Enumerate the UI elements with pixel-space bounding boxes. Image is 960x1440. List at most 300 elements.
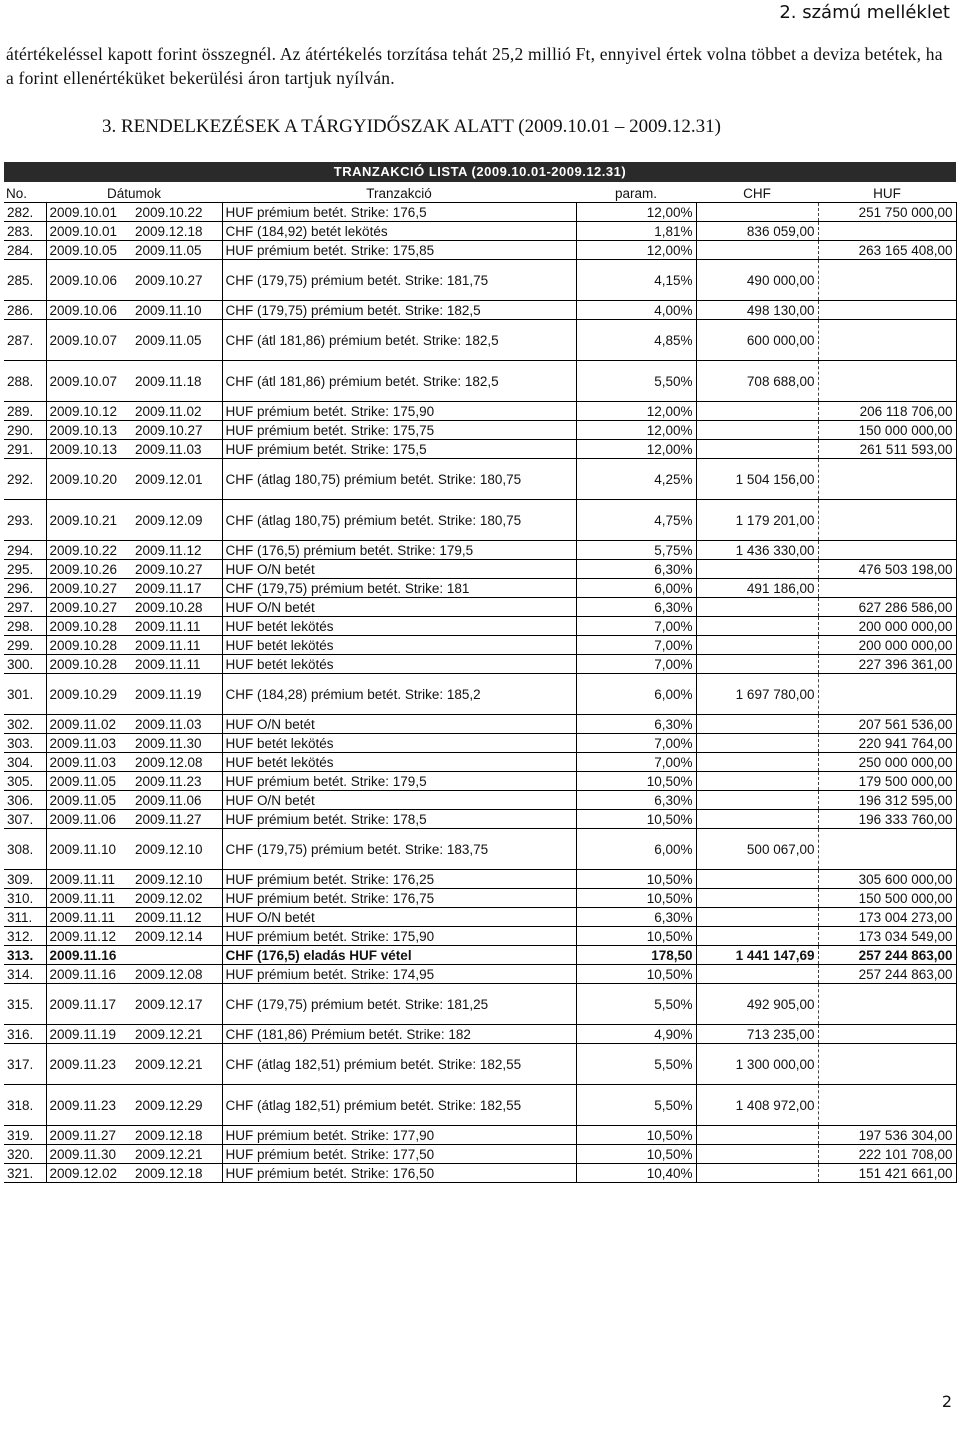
start-date: 2009.11.06 bbox=[46, 810, 132, 829]
table-row bbox=[4, 1126, 956, 1145]
chf-amount: 491 186,00 bbox=[696, 579, 818, 598]
start-date: 2009.11.17 bbox=[46, 984, 132, 1025]
start-date: 2009.10.01 bbox=[46, 222, 132, 241]
start-date: 2009.10.28 bbox=[46, 636, 132, 655]
chf-amount bbox=[696, 203, 818, 222]
row-number: 285. bbox=[4, 260, 46, 301]
transaction-description: HUF O/N betét bbox=[222, 715, 576, 734]
end-date: 2009.10.27 bbox=[132, 421, 222, 440]
table-row bbox=[4, 889, 956, 908]
end-date: 2009.12.10 bbox=[132, 829, 222, 870]
chf-amount: 1 436 330,00 bbox=[696, 541, 818, 560]
row-number: 309. bbox=[4, 870, 46, 889]
param-value: 12,00% bbox=[576, 402, 696, 421]
transaction-description: CHF (181,86) Prémium betét. Strike: 182 bbox=[222, 1025, 576, 1044]
start-date: 2009.11.19 bbox=[46, 1025, 132, 1044]
start-date: 2009.11.11 bbox=[46, 908, 132, 927]
param-value: 10,50% bbox=[576, 1145, 696, 1164]
transaction-description: HUF prémium betét. Strike: 175,5 bbox=[222, 440, 576, 459]
start-date: 2009.10.21 bbox=[46, 500, 132, 541]
table-row bbox=[4, 1085, 956, 1126]
start-date: 2009.10.06 bbox=[46, 301, 132, 320]
huf-amount bbox=[818, 829, 956, 870]
transaction-description: HUF prémium betét. Strike: 175,90 bbox=[222, 927, 576, 946]
huf-amount: 227 396 361,00 bbox=[818, 655, 956, 674]
param-value: 12,00% bbox=[576, 421, 696, 440]
transaction-description: HUF prémium betét. Strike: 177,50 bbox=[222, 1145, 576, 1164]
table-row bbox=[4, 402, 956, 421]
huf-amount: 150 000 000,00 bbox=[818, 421, 956, 440]
table-row bbox=[4, 203, 956, 222]
huf-amount: 251 750 000,00 bbox=[818, 203, 956, 222]
row-number: 297. bbox=[4, 598, 46, 617]
chf-amount bbox=[696, 965, 818, 984]
row-number: 320. bbox=[4, 1145, 46, 1164]
end-date: 2009.11.10 bbox=[132, 301, 222, 320]
transaction-description: CHF (176,5) eladás HUF vétel bbox=[222, 946, 576, 965]
table-row bbox=[4, 1044, 956, 1085]
transaction-description: HUF prémium betét. Strike: 175,90 bbox=[222, 402, 576, 421]
transaction-description: CHF (184,92) betét lekötés bbox=[222, 222, 576, 241]
huf-amount bbox=[818, 984, 956, 1025]
transaction-description: CHF (176,5) prémium betét. Strike: 179,5 bbox=[222, 541, 576, 560]
huf-amount: 257 244 863,00 bbox=[818, 946, 956, 965]
huf-amount bbox=[818, 301, 956, 320]
transaction-description: CHF (184,28) prémium betét. Strike: 185,2 bbox=[222, 674, 576, 715]
row-number: 291. bbox=[4, 440, 46, 459]
table-row bbox=[4, 829, 956, 870]
end-date: 2009.12.14 bbox=[132, 927, 222, 946]
annex-label: 2. számú melléklet bbox=[779, 2, 950, 23]
transaction-description: CHF (179,75) prémium betét. Strike: 182,5 bbox=[222, 301, 576, 320]
transaction-description: HUF prémium betét. Strike: 178,5 bbox=[222, 810, 576, 829]
transaction-description: CHF (átl 181,86) prémium betét. Strike: 182,5 bbox=[222, 361, 576, 402]
chf-amount bbox=[696, 927, 818, 946]
end-date: 2009.11.17 bbox=[132, 579, 222, 598]
start-date: 2009.10.22 bbox=[46, 541, 132, 560]
end-date: 2009.11.11 bbox=[132, 636, 222, 655]
chf-amount: 500 067,00 bbox=[696, 829, 818, 870]
chf-amount bbox=[696, 636, 818, 655]
row-number: 299. bbox=[4, 636, 46, 655]
header-param: param. bbox=[576, 184, 696, 203]
end-date: 2009.11.18 bbox=[132, 361, 222, 402]
transaction-description: HUF O/N betét bbox=[222, 560, 576, 579]
start-date: 2009.10.01 bbox=[46, 203, 132, 222]
huf-amount: 200 000 000,00 bbox=[818, 617, 956, 636]
start-date: 2009.11.03 bbox=[46, 734, 132, 753]
chf-amount bbox=[696, 772, 818, 791]
huf-amount: 261 511 593,00 bbox=[818, 440, 956, 459]
row-number: 306. bbox=[4, 791, 46, 810]
end-date: 2009.12.17 bbox=[132, 984, 222, 1025]
row-number: 314. bbox=[4, 965, 46, 984]
table-row bbox=[4, 1164, 956, 1183]
transaction-description: HUF prémium betét. Strike: 179,5 bbox=[222, 772, 576, 791]
row-number: 289. bbox=[4, 402, 46, 421]
row-number: 298. bbox=[4, 617, 46, 636]
param-value: 5,50% bbox=[576, 984, 696, 1025]
start-date: 2009.10.07 bbox=[46, 361, 132, 402]
start-date: 2009.11.23 bbox=[46, 1044, 132, 1085]
end-date: 2009.11.03 bbox=[132, 440, 222, 459]
start-date: 2009.11.30 bbox=[46, 1145, 132, 1164]
row-number: 293. bbox=[4, 500, 46, 541]
chf-amount: 1 697 780,00 bbox=[696, 674, 818, 715]
end-date bbox=[132, 946, 222, 965]
row-number: 308. bbox=[4, 829, 46, 870]
huf-amount: 263 165 408,00 bbox=[818, 241, 956, 260]
table-row bbox=[4, 579, 956, 598]
table-row bbox=[4, 965, 956, 984]
param-value: 10,50% bbox=[576, 772, 696, 791]
table-row bbox=[4, 320, 956, 361]
param-value: 12,00% bbox=[576, 203, 696, 222]
transaction-description: HUF O/N betét bbox=[222, 598, 576, 617]
end-date: 2009.11.06 bbox=[132, 791, 222, 810]
chf-amount bbox=[696, 560, 818, 579]
end-date: 2009.11.30 bbox=[132, 734, 222, 753]
huf-amount: 206 118 706,00 bbox=[818, 402, 956, 421]
chf-amount: 490 000,00 bbox=[696, 260, 818, 301]
table-row bbox=[4, 772, 956, 791]
start-date: 2009.10.27 bbox=[46, 598, 132, 617]
chf-amount: 708 688,00 bbox=[696, 361, 818, 402]
end-date: 2009.12.21 bbox=[132, 1025, 222, 1044]
huf-amount: 200 000 000,00 bbox=[818, 636, 956, 655]
chf-amount bbox=[696, 617, 818, 636]
table-row bbox=[4, 810, 956, 829]
param-value: 6,00% bbox=[576, 579, 696, 598]
param-value: 6,30% bbox=[576, 908, 696, 927]
row-number: 319. bbox=[4, 1126, 46, 1145]
table-row bbox=[4, 791, 956, 810]
huf-amount: 151 421 661,00 bbox=[818, 1164, 956, 1183]
chf-amount: 600 000,00 bbox=[696, 320, 818, 361]
row-number: 310. bbox=[4, 889, 46, 908]
param-value: 6,30% bbox=[576, 560, 696, 579]
start-date: 2009.10.06 bbox=[46, 260, 132, 301]
table-row bbox=[4, 753, 956, 772]
end-date: 2009.11.02 bbox=[132, 402, 222, 421]
table-row bbox=[4, 1145, 956, 1164]
param-value: 4,90% bbox=[576, 1025, 696, 1044]
param-value: 5,50% bbox=[576, 1044, 696, 1085]
start-date: 2009.10.29 bbox=[46, 674, 132, 715]
chf-amount: 1 504 156,00 bbox=[696, 459, 818, 500]
start-date: 2009.11.16 bbox=[46, 946, 132, 965]
transaction-description: HUF O/N betét bbox=[222, 908, 576, 927]
table-row bbox=[4, 1025, 956, 1044]
end-date: 2009.12.01 bbox=[132, 459, 222, 500]
huf-amount: 305 600 000,00 bbox=[818, 870, 956, 889]
param-value: 10,50% bbox=[576, 1126, 696, 1145]
chf-amount: 713 235,00 bbox=[696, 1025, 818, 1044]
start-date: 2009.12.02 bbox=[46, 1164, 132, 1183]
chf-amount bbox=[696, 241, 818, 260]
chf-amount bbox=[696, 810, 818, 829]
row-number: 316. bbox=[4, 1025, 46, 1044]
row-number: 290. bbox=[4, 421, 46, 440]
row-number: 292. bbox=[4, 459, 46, 500]
transaction-description: CHF (179,75) prémium betét. Strike: 181,75 bbox=[222, 260, 576, 301]
start-date: 2009.11.16 bbox=[46, 965, 132, 984]
row-number: 284. bbox=[4, 241, 46, 260]
row-number: 313. bbox=[4, 946, 46, 965]
end-date: 2009.11.11 bbox=[132, 655, 222, 674]
transaction-description: HUF betét lekötés bbox=[222, 753, 576, 772]
start-date: 2009.10.28 bbox=[46, 617, 132, 636]
chf-amount: 1 408 972,00 bbox=[696, 1085, 818, 1126]
end-date: 2009.11.12 bbox=[132, 908, 222, 927]
param-value: 10,50% bbox=[576, 810, 696, 829]
row-number: 318. bbox=[4, 1085, 46, 1126]
huf-amount bbox=[818, 459, 956, 500]
row-number: 315. bbox=[4, 984, 46, 1025]
chf-amount bbox=[696, 1164, 818, 1183]
section-title: 3. RENDELKEZÉSEK A TÁRGYIDŐSZAK ALATT (2009.10.01 – 2009.12.31) bbox=[102, 116, 721, 137]
header-chf: CHF bbox=[696, 184, 818, 203]
chf-amount bbox=[696, 402, 818, 421]
end-date: 2009.11.12 bbox=[132, 541, 222, 560]
start-date: 2009.10.12 bbox=[46, 402, 132, 421]
param-value: 10,40% bbox=[576, 1164, 696, 1183]
start-date: 2009.11.05 bbox=[46, 772, 132, 791]
intro-paragraph: átértékeléssel kapott forint összegnél. Az átértékelés torzítása tehát 25,2 millió Ft, ennyivel értek volna többet a deviza betétek, ha a forint ellenértéküket bekerülési áron tartjuk nyílván. bbox=[6, 44, 943, 88]
row-number: 288. bbox=[4, 361, 46, 402]
start-date: 2009.11.11 bbox=[46, 870, 132, 889]
table-row bbox=[4, 984, 956, 1025]
table-row bbox=[4, 361, 956, 402]
table-row bbox=[4, 715, 956, 734]
table-row bbox=[4, 636, 956, 655]
param-value: 12,00% bbox=[576, 440, 696, 459]
transaction-description: CHF (átlag 182,51) prémium betét. Strike: 182,55 bbox=[222, 1085, 576, 1126]
table-row bbox=[4, 946, 956, 965]
param-value: 10,50% bbox=[576, 870, 696, 889]
chf-amount: 1 300 000,00 bbox=[696, 1044, 818, 1085]
row-number: 302. bbox=[4, 715, 46, 734]
transaction-description: HUF prémium betét. Strike: 175,85 bbox=[222, 241, 576, 260]
param-value: 7,00% bbox=[576, 734, 696, 753]
param-value: 4,15% bbox=[576, 260, 696, 301]
param-value: 5,50% bbox=[576, 1085, 696, 1126]
chf-amount bbox=[696, 715, 818, 734]
chf-amount: 1 441 147,69 bbox=[696, 946, 818, 965]
table-header-row bbox=[4, 184, 956, 203]
start-date: 2009.10.20 bbox=[46, 459, 132, 500]
table-row bbox=[4, 260, 956, 301]
chf-amount bbox=[696, 440, 818, 459]
start-date: 2009.10.27 bbox=[46, 579, 132, 598]
huf-amount bbox=[818, 260, 956, 301]
table-title: TRANZAKCIÓ LISTA (2009.10.01-2009.12.31) bbox=[4, 162, 956, 182]
table-row bbox=[4, 617, 956, 636]
chf-amount bbox=[696, 753, 818, 772]
end-date: 2009.11.03 bbox=[132, 715, 222, 734]
param-value: 4,25% bbox=[576, 459, 696, 500]
param-value: 10,50% bbox=[576, 965, 696, 984]
row-number: 295. bbox=[4, 560, 46, 579]
table-row bbox=[4, 301, 956, 320]
row-number: 283. bbox=[4, 222, 46, 241]
table-row bbox=[4, 734, 956, 753]
start-date: 2009.10.13 bbox=[46, 440, 132, 459]
huf-amount bbox=[818, 1044, 956, 1085]
row-number: 296. bbox=[4, 579, 46, 598]
huf-amount: 222 101 708,00 bbox=[818, 1145, 956, 1164]
table-row bbox=[4, 440, 956, 459]
end-date: 2009.12.21 bbox=[132, 1145, 222, 1164]
transaction-description: CHF (179,75) prémium betét. Strike: 183,75 bbox=[222, 829, 576, 870]
huf-amount: 196 312 595,00 bbox=[818, 791, 956, 810]
param-value: 4,85% bbox=[576, 320, 696, 361]
transaction-description: CHF (átlag 182,51) prémium betét. Strike: 182,55 bbox=[222, 1044, 576, 1085]
transaction-description: CHF (179,75) prémium betét. Strike: 181,25 bbox=[222, 984, 576, 1025]
chf-amount bbox=[696, 1126, 818, 1145]
row-number: 301. bbox=[4, 674, 46, 715]
end-date: 2009.10.27 bbox=[132, 560, 222, 579]
huf-amount: 173 034 549,00 bbox=[818, 927, 956, 946]
transaction-description: HUF betét lekötés bbox=[222, 655, 576, 674]
param-value: 1,81% bbox=[576, 222, 696, 241]
end-date: 2009.12.18 bbox=[132, 222, 222, 241]
transaction-description: HUF O/N betét bbox=[222, 791, 576, 810]
table-row bbox=[4, 500, 956, 541]
table-row bbox=[4, 222, 956, 241]
param-value: 7,00% bbox=[576, 617, 696, 636]
start-date: 2009.11.03 bbox=[46, 753, 132, 772]
huf-amount: 220 941 764,00 bbox=[818, 734, 956, 753]
transaction-description: HUF prémium betét. Strike: 177,90 bbox=[222, 1126, 576, 1145]
end-date: 2009.11.27 bbox=[132, 810, 222, 829]
end-date: 2009.11.19 bbox=[132, 674, 222, 715]
chf-amount bbox=[696, 734, 818, 753]
row-number: 287. bbox=[4, 320, 46, 361]
chf-amount bbox=[696, 598, 818, 617]
huf-amount: 150 500 000,00 bbox=[818, 889, 956, 908]
huf-amount: 476 503 198,00 bbox=[818, 560, 956, 579]
row-number: 305. bbox=[4, 772, 46, 791]
table-row bbox=[4, 560, 956, 579]
param-value: 5,75% bbox=[576, 541, 696, 560]
transaction-description: HUF betét lekötés bbox=[222, 617, 576, 636]
table-row bbox=[4, 459, 956, 500]
start-date: 2009.11.27 bbox=[46, 1126, 132, 1145]
end-date: 2009.11.05 bbox=[132, 320, 222, 361]
row-number: 311. bbox=[4, 908, 46, 927]
start-date: 2009.10.13 bbox=[46, 421, 132, 440]
end-date: 2009.10.22 bbox=[132, 203, 222, 222]
table-row bbox=[4, 674, 956, 715]
chf-amount: 498 130,00 bbox=[696, 301, 818, 320]
param-value: 7,00% bbox=[576, 636, 696, 655]
chf-amount bbox=[696, 655, 818, 674]
huf-amount: 197 536 304,00 bbox=[818, 1126, 956, 1145]
huf-amount: 173 004 273,00 bbox=[818, 908, 956, 927]
param-value: 5,50% bbox=[576, 361, 696, 402]
transaction-description: HUF prémium betét. Strike: 176,50 bbox=[222, 1164, 576, 1183]
row-number: 300. bbox=[4, 655, 46, 674]
row-number: 312. bbox=[4, 927, 46, 946]
start-date: 2009.10.28 bbox=[46, 655, 132, 674]
huf-amount: 257 244 863,00 bbox=[818, 965, 956, 984]
header-huf: HUF bbox=[818, 184, 956, 203]
end-date: 2009.12.02 bbox=[132, 889, 222, 908]
end-date: 2009.12.10 bbox=[132, 870, 222, 889]
table-row bbox=[4, 541, 956, 560]
table-row bbox=[4, 870, 956, 889]
param-value: 7,00% bbox=[576, 753, 696, 772]
huf-amount bbox=[818, 361, 956, 402]
huf-amount bbox=[818, 1025, 956, 1044]
chf-amount bbox=[696, 908, 818, 927]
param-value: 6,30% bbox=[576, 598, 696, 617]
chf-amount bbox=[696, 1145, 818, 1164]
huf-amount bbox=[818, 500, 956, 541]
start-date: 2009.11.11 bbox=[46, 889, 132, 908]
end-date: 2009.12.29 bbox=[132, 1085, 222, 1126]
huf-amount: 179 500 000,00 bbox=[818, 772, 956, 791]
huf-amount bbox=[818, 222, 956, 241]
transaction-description: CHF (átlag 180,75) prémium betét. Strike: 180,75 bbox=[222, 500, 576, 541]
huf-amount bbox=[818, 320, 956, 361]
param-value: 6,00% bbox=[576, 829, 696, 870]
param-value: 10,50% bbox=[576, 927, 696, 946]
chf-amount bbox=[696, 421, 818, 440]
end-date: 2009.10.27 bbox=[132, 260, 222, 301]
end-date: 2009.12.18 bbox=[132, 1164, 222, 1183]
start-date: 2009.11.05 bbox=[46, 791, 132, 810]
start-date: 2009.10.26 bbox=[46, 560, 132, 579]
row-number: 282. bbox=[4, 203, 46, 222]
huf-amount bbox=[818, 674, 956, 715]
transaction-description: CHF (átl 181,86) prémium betét. Strike: 182,5 bbox=[222, 320, 576, 361]
table-row bbox=[4, 927, 956, 946]
end-date: 2009.12.21 bbox=[132, 1044, 222, 1085]
transaction-description: HUF prémium betét. Strike: 176,75 bbox=[222, 889, 576, 908]
transaction-description: HUF prémium betét. Strike: 176,25 bbox=[222, 870, 576, 889]
chf-amount: 836 059,00 bbox=[696, 222, 818, 241]
transaction-description: HUF betét lekötés bbox=[222, 734, 576, 753]
start-date: 2009.10.05 bbox=[46, 241, 132, 260]
end-date: 2009.12.08 bbox=[132, 753, 222, 772]
transaction-description: CHF (179,75) prémium betét. Strike: 181 bbox=[222, 579, 576, 598]
end-date: 2009.12.08 bbox=[132, 965, 222, 984]
row-number: 286. bbox=[4, 301, 46, 320]
header-no: No. bbox=[4, 184, 46, 203]
param-value: 6,00% bbox=[576, 674, 696, 715]
header-dates: Dátumok bbox=[46, 184, 222, 203]
param-value: 6,30% bbox=[576, 791, 696, 810]
row-number: 303. bbox=[4, 734, 46, 753]
start-date: 2009.11.23 bbox=[46, 1085, 132, 1126]
end-date: 2009.12.09 bbox=[132, 500, 222, 541]
chf-amount: 1 179 201,00 bbox=[696, 500, 818, 541]
end-date: 2009.11.11 bbox=[132, 617, 222, 636]
huf-amount: 207 561 536,00 bbox=[818, 715, 956, 734]
row-number: 304. bbox=[4, 753, 46, 772]
transaction-table bbox=[4, 184, 957, 1183]
table-row bbox=[4, 241, 956, 260]
chf-amount bbox=[696, 870, 818, 889]
table-row bbox=[4, 598, 956, 617]
end-date: 2009.10.28 bbox=[132, 598, 222, 617]
start-date: 2009.11.02 bbox=[46, 715, 132, 734]
transaction-description: HUF betét lekötés bbox=[222, 636, 576, 655]
param-value: 12,00% bbox=[576, 241, 696, 260]
huf-amount: 196 333 760,00 bbox=[818, 810, 956, 829]
